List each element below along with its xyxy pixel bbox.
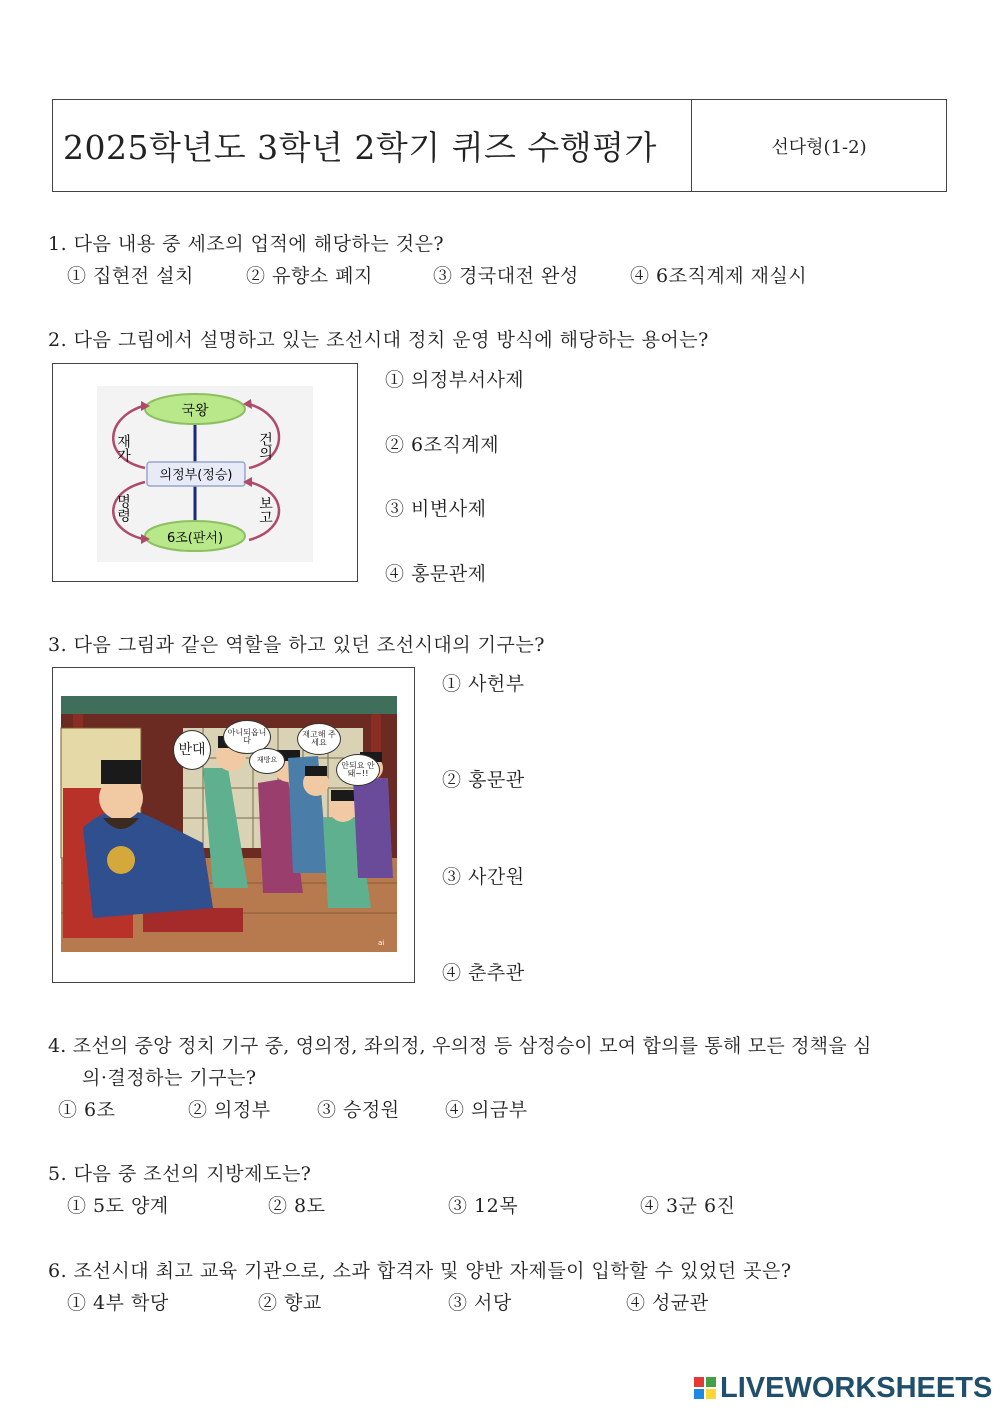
question-4-text-line1: 4. 조선의 중앙 정치 기구 중, 영의정, 좌의정, 우의정 등 삼정승이 모여 합의를 통해 모든 정책을 심 bbox=[48, 1035, 872, 1057]
court-illustration bbox=[53, 668, 414, 982]
question-3-text: 3. 다음 그림과 같은 역할을 하고 있던 조선시대의 기구는? bbox=[48, 634, 545, 656]
approve-label: 재가 bbox=[115, 434, 131, 462]
q6-option-4[interactable]: ④ 성균관 bbox=[626, 1292, 709, 1314]
bubble-reconsider: 재고해 주세요 bbox=[297, 723, 341, 755]
q4-option-2[interactable]: ② 의정부 bbox=[188, 1099, 271, 1121]
q3-option-2[interactable]: ② 홍문관 bbox=[442, 769, 525, 791]
question-2-text: 2. 다음 그림에서 설명하고 있는 조선시대 정치 운영 방식에 해당하는 용어는? bbox=[48, 329, 709, 351]
q3-option-4[interactable]: ④ 춘추관 bbox=[442, 962, 525, 984]
liveworksheets-logo bbox=[694, 1372, 992, 1404]
king-label: 국왕 bbox=[181, 403, 209, 419]
command-label: 명령 bbox=[115, 494, 131, 522]
q4-option-3[interactable]: ③ 승정원 bbox=[317, 1099, 400, 1121]
q5-option-4[interactable]: ④ 3군 6진 bbox=[640, 1195, 736, 1217]
q5-option-1[interactable]: ① 5도 양계 bbox=[67, 1195, 169, 1217]
q3-option-1[interactable]: ① 사헌부 bbox=[442, 673, 525, 695]
illustration-corner-mark: ai bbox=[378, 939, 385, 947]
governance-diagram bbox=[53, 364, 357, 581]
q3-option-3[interactable]: ③ 사간원 bbox=[442, 866, 525, 888]
bubble-cannot: 아니되옵니다 bbox=[223, 720, 271, 754]
logo-text: LIVEWORKSHEETS bbox=[720, 1371, 993, 1404]
q4-option-4[interactable]: ④ 의금부 bbox=[445, 1099, 528, 1121]
council-label: 의정부(정승) bbox=[159, 468, 233, 483]
question-4-text-line2: 의·결정하는 기구는? bbox=[82, 1067, 257, 1089]
suggest-label: 건의 bbox=[257, 432, 273, 460]
q6-option-2[interactable]: ② 향교 bbox=[258, 1292, 322, 1314]
q5-option-3[interactable]: ③ 12목 bbox=[448, 1195, 519, 1217]
q1-option-1[interactable]: ① 집현전 설치 bbox=[67, 265, 194, 287]
q2-diagram-frame bbox=[52, 363, 358, 582]
q2-option-2[interactable]: ② 6조직계제 bbox=[385, 434, 500, 456]
ministries-label: 6조(판서) bbox=[166, 531, 224, 546]
q2-option-4[interactable]: ④ 홍문관제 bbox=[385, 563, 487, 585]
q1-option-2[interactable]: ② 유향소 폐지 bbox=[246, 265, 373, 287]
bubble-no: 안되요 안돼~!! bbox=[336, 754, 380, 786]
q2-option-1[interactable]: ① 의정부서사제 bbox=[385, 369, 525, 391]
q1-option-4[interactable]: ④ 6조직계제 재실시 bbox=[630, 265, 808, 287]
question-6-text: 6. 조선시대 최고 교육 기관으로, 소과 합격자 및 양반 자제들이 입학할 수 있었던 곳은? bbox=[48, 1260, 792, 1282]
report-label: 보고 bbox=[257, 496, 273, 524]
q4-option-1[interactable]: ① 6조 bbox=[58, 1099, 116, 1121]
q6-option-1[interactable]: ① 4부 학당 bbox=[67, 1292, 169, 1314]
q3-illustration-frame bbox=[52, 667, 415, 983]
q2-option-3[interactable]: ③ 비변사제 bbox=[385, 498, 487, 520]
question-type-label: 선다형(1-2) bbox=[771, 136, 867, 158]
q6-option-3[interactable]: ③ 서당 bbox=[448, 1292, 512, 1314]
bubble-oppose: 반대 bbox=[173, 730, 211, 770]
question-5-text: 5. 다음 중 조선의 지방제도는? bbox=[48, 1163, 312, 1185]
page-title: 2025학년도 3학년 2학기 퀴즈 수행평가 bbox=[53, 100, 692, 191]
logo-blocks-icon bbox=[694, 1377, 716, 1399]
q1-option-3[interactable]: ③ 경국대전 완성 bbox=[433, 265, 579, 287]
q5-option-2[interactable]: ② 8도 bbox=[268, 1195, 326, 1217]
header-box bbox=[52, 99, 947, 192]
question-1-text: 1. 다음 내용 중 세조의 업적에 해당하는 것은? bbox=[48, 233, 445, 255]
bubble-short: 재방요 bbox=[249, 748, 285, 774]
